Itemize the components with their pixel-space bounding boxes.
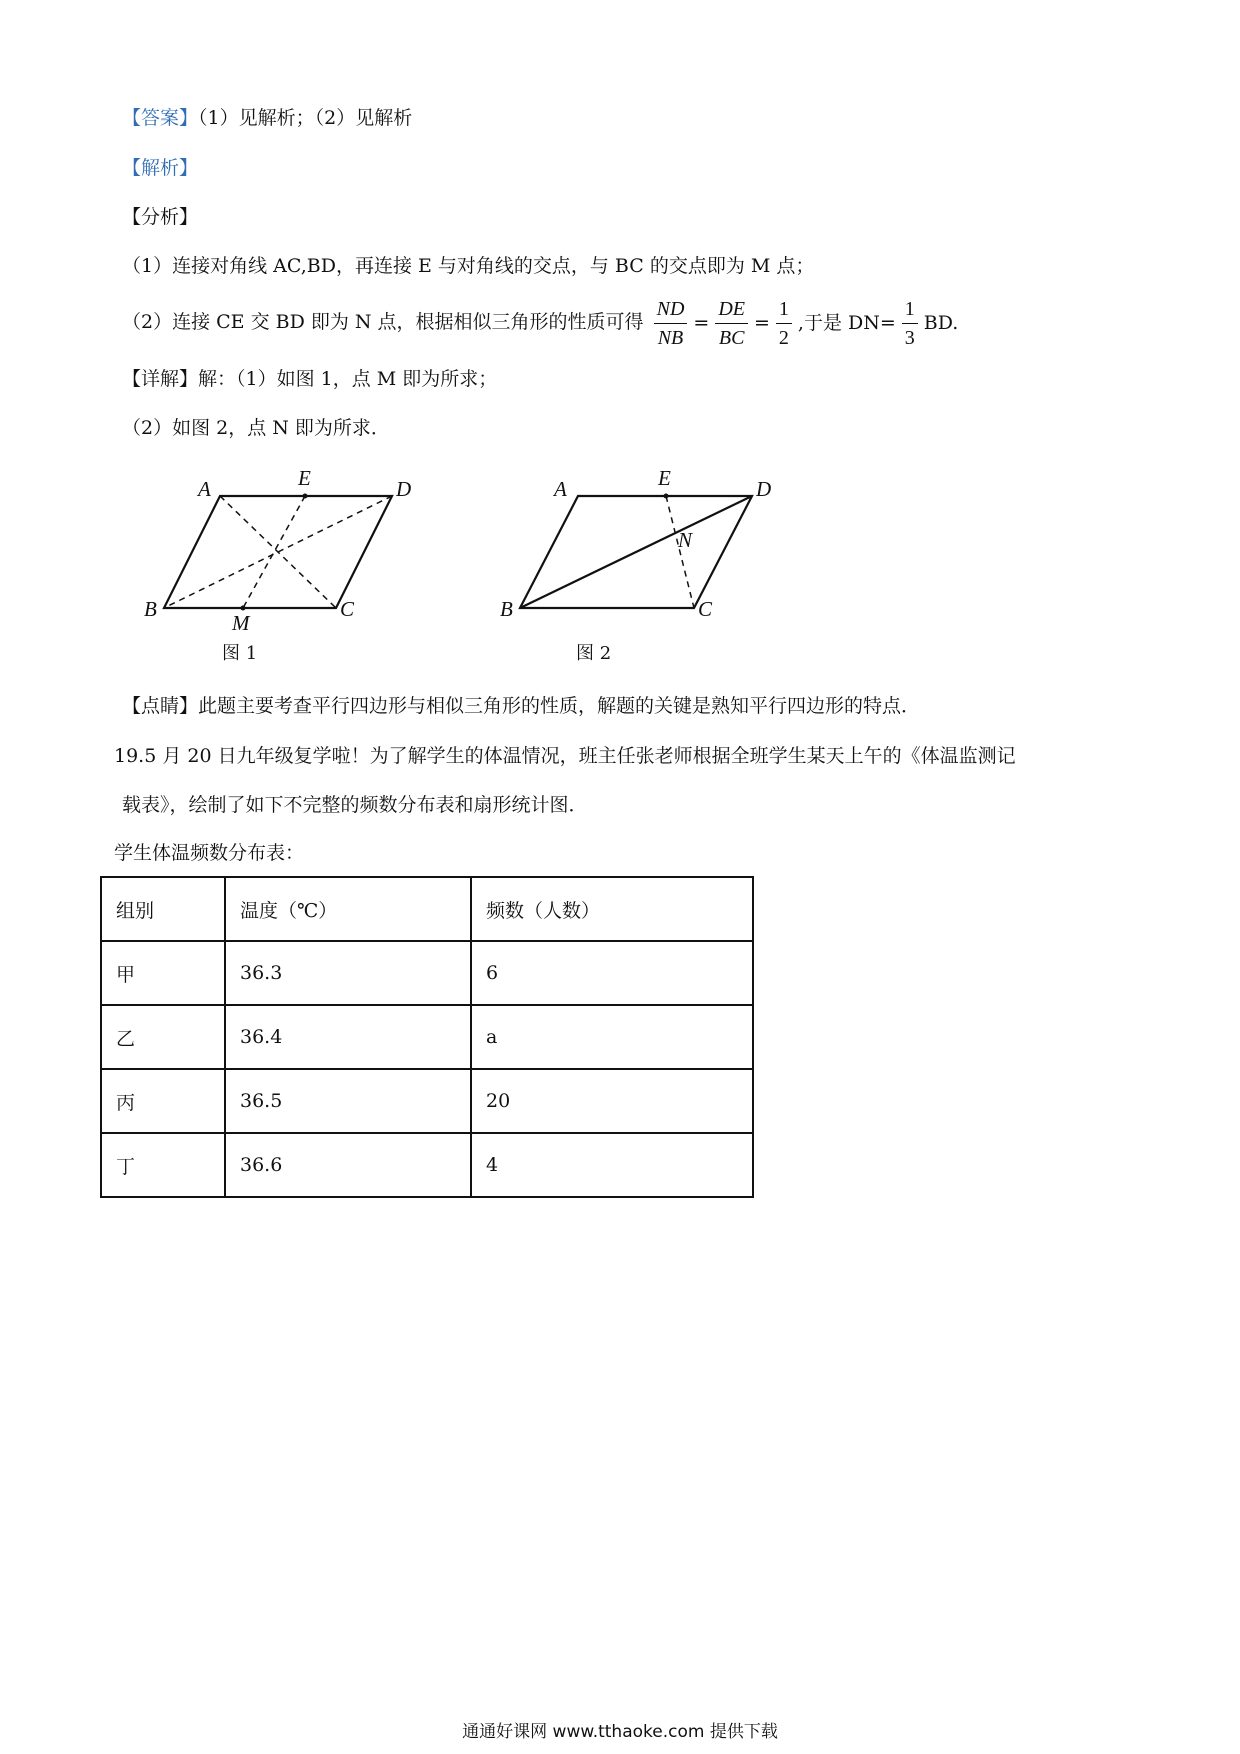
line-ce [666, 496, 694, 608]
figure-1 [130, 462, 430, 667]
detail1-text: 【详解】解：（1）如图 1，点 M 即为所求； [122, 368, 498, 390]
point-m [241, 606, 246, 611]
frac4-denominator: 3 [904, 326, 915, 349]
diagonal-ac [220, 496, 336, 608]
answer-line [122, 105, 412, 131]
analysis-tag: 【解析】 [122, 157, 199, 179]
step2-mid: ,于是 DN= [797, 312, 896, 334]
table-row [101, 941, 753, 1005]
cell-group: 丁 [101, 1133, 225, 1197]
fraction-nd-nb [654, 299, 688, 348]
cell-frequency: a [471, 1005, 753, 1069]
fraction-one-half [776, 299, 792, 348]
step2-prefix: （2）连接 CE 交 BD 即为 N 点，根据相似三角形的性质可得 [122, 311, 644, 333]
frac2-numerator: DE [715, 299, 748, 324]
analysis-label: 【分析】 [122, 206, 199, 228]
cell-temperature: 36.5 [225, 1069, 471, 1133]
frac1-numerator: ND [654, 299, 688, 324]
frac3-denominator: 2 [778, 326, 789, 349]
cell-frequency: 6 [471, 941, 753, 1005]
table-row [101, 1069, 753, 1133]
equals-sign-2: = [754, 312, 770, 334]
label-a: A [554, 477, 567, 501]
table-title: 学生体温频数分布表： [114, 842, 305, 864]
step2-suffix: BD. [923, 312, 959, 334]
answer-tag: 【答案】 [122, 107, 199, 129]
header-group: 组别 [101, 877, 225, 941]
label-d: D [756, 477, 772, 501]
step1-text: （1）连接对角线 AC,BD，再连接 E 与对角线的交点，与 BC 的交点即为 M 点； [122, 255, 815, 277]
equals-sign-1: = [693, 312, 710, 334]
header-frequency: 频数（人数） [471, 877, 753, 941]
header-temperature: 温度（℃） [225, 877, 471, 941]
frac4-numerator: 1 [902, 299, 918, 324]
table-row [101, 1133, 753, 1197]
answer-text: （1）见解析；（2）见解析 [198, 107, 413, 129]
label-e: E [658, 466, 671, 490]
table-row [101, 1005, 753, 1069]
cell-frequency: 20 [471, 1069, 753, 1133]
label-d: D [396, 477, 412, 501]
step2-line [122, 292, 960, 353]
cell-group: 甲 [101, 941, 225, 1005]
label-b: B [144, 597, 157, 621]
point-e [303, 494, 308, 499]
label-e: E [298, 466, 311, 490]
diagonal-bd [520, 496, 752, 608]
fraction-de-bc [715, 299, 748, 348]
frequency-table [100, 876, 754, 1198]
label-b: B [500, 597, 513, 621]
figure-1-caption: 图 1 [222, 643, 258, 664]
line-em [243, 496, 305, 608]
frac3-numerator: 1 [776, 299, 792, 324]
comment-text: 【点睛】此题主要考查平行四边形与相似三角形的性质，解题的关键是熟知平行四边形的特点． [122, 695, 921, 717]
footer-text: 通通好课网 www.tthaoke.com 提供下载 [462, 1722, 778, 1742]
cell-temperature: 36.4 [225, 1005, 471, 1069]
label-a: A [198, 477, 211, 501]
label-m: M [232, 611, 250, 635]
cell-temperature: 36.3 [225, 941, 471, 1005]
frac1-denominator: NB [657, 326, 684, 349]
label-c: C [698, 597, 713, 621]
question-19-line-1: 19.5 月 20 日九年级复学啦！为了解学生的体温情况，班主任张老师根据全班学生某天上午的《体温监测记 [114, 745, 1016, 767]
cell-group: 丙 [101, 1069, 225, 1133]
question-19-line-2: 载表》，绘制了如下不完整的频数分布表和扇形统计图． [122, 794, 588, 816]
cell-temperature: 36.6 [225, 1133, 471, 1197]
fraction-one-third [902, 299, 918, 348]
cell-frequency: 4 [471, 1133, 753, 1197]
table-header-row [101, 877, 753, 941]
figure-2-caption: 图 2 [576, 643, 612, 664]
label-n: N [678, 528, 693, 552]
cell-group: 乙 [101, 1005, 225, 1069]
figure-2 [480, 462, 800, 667]
detail2-text: （2）如图 2，点 N 即为所求． [122, 417, 390, 439]
point-e [664, 494, 669, 499]
frac2-denominator: BC [718, 326, 745, 349]
label-c: C [340, 597, 355, 621]
